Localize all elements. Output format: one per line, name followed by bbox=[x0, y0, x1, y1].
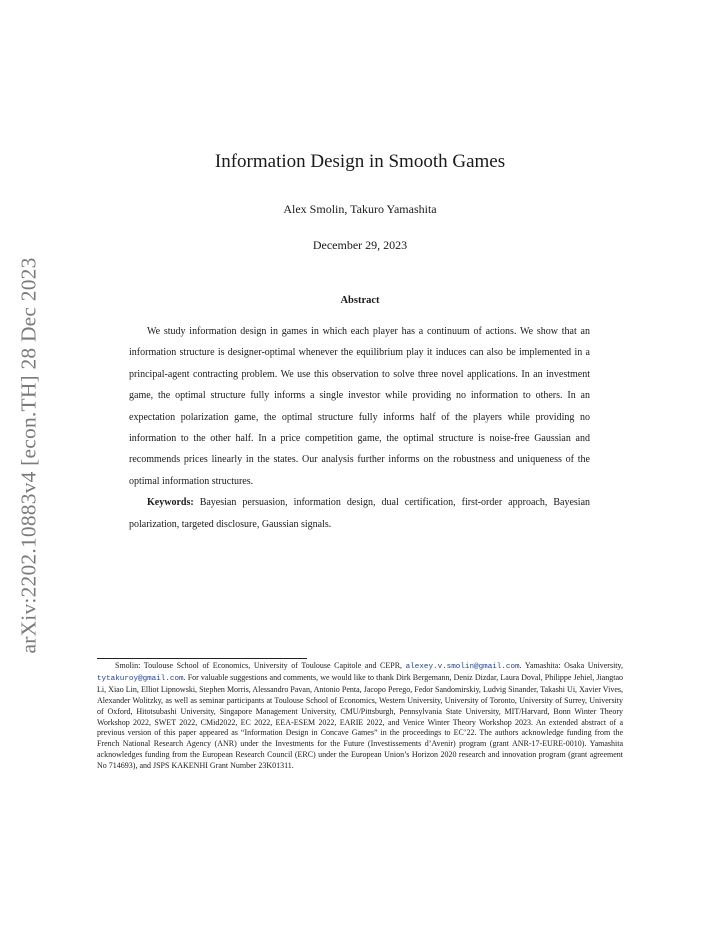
footnote-acknowledgements: . For valuable suggestions and comments, we would like to thank Dirk Bergemann, Deniz Dizdar, Laura Doval, Philippe Jehiel, Jiangtao Li, Xiao Lin, Elliot Lipnowski, Stephen Morris, Alessandro Pavan, Antonio Penta, Jacopo Perego, Fedor Sandomirskiy, Ludvig Sinander, Takashi Ui, Xavier Vives, Alexander Wolitzky, as well as seminar participants at Toulouse School of Economics, Western University, University of Toronto, University of Surrey, University of Oxford, Hitotsubashi University, Singapore Management University, CMU/Pittsburgh, Pennsylvania State University, MIT/Harvard, Bonn Winter Theory Workshop 2022, SWET 2022, CMid2022, EC 2022, EEA-ESEM 2022, EARIE 2022, and Venice Winter Theory Workshop 2023. An extended abstract of a previous version of this paper appeared as “Information Design in Concave Games” in the proceedings to EC’22. The authors acknowledge funding from the French National Research Agency (ANR) under the Investments for the Future (Investissements d’Avenir) program (grant ANR-17-EURE-0010). Yamashita acknowledges funding from the European Research Council (ERC) under the European Union’s Horizon 2020 research and innovation program (grant agreement No 714693), and JSPS KAKENHI Grant Number 23K01311. bbox=[97, 672, 623, 771]
abstract-text: We study information design in games in which each player has a continuum of actions. We show that an information structure is designer-optimal whenever the equilibrium play it induces can also be implemented in a principal-agent contracting problem. We use this observation to solve three novel applications. In an investment game, the optimal structure fully informs a single investor while providing no information to others. In an expectation polarization game, the optimal structure fully informs half of the players while providing no information to the other half. In a price competition game, the optimal structure is noise-free Gaussian and recommends prices linearly in the states. Our analysis further informs on the robustness and uniqueness of the optimal information structures. bbox=[129, 326, 590, 487]
abstract-section bbox=[129, 321, 590, 535]
arxiv-identifier: arXiv:2202.10883v4 [econ.TH] 28 Dec 2023 bbox=[16, 256, 41, 654]
keywords-text: Bayesian persuasion, information design, dual certification, first-order approach, Bayesian polarization, targeted disclosure, Gaussian signals. bbox=[129, 497, 591, 530]
email-link-yamashita[interactable]: tytakuroy@gmail.com bbox=[97, 674, 184, 683]
footnote-affiliation-yamashita: . Yamashita: Osaka University, bbox=[519, 661, 624, 670]
keywords-label: Keywords: bbox=[147, 497, 194, 509]
footnote-affiliation-smolin: Smolin: Toulouse School of Economics, University of Toulouse Capitole and CEPR, bbox=[115, 661, 403, 670]
abstract-heading: Abstract bbox=[340, 295, 380, 306]
arxiv-stamp bbox=[14, 235, 44, 675]
keywords-paragraph bbox=[129, 492, 590, 535]
email-link-smolin[interactable]: alexey.v.smolin@gmail.com bbox=[405, 663, 520, 671]
footnote bbox=[97, 661, 623, 772]
paper-title: Information Design in Smooth Games bbox=[214, 151, 506, 172]
paper-date: December 29, 2023 bbox=[312, 238, 408, 252]
paper-authors: Alex Smolin, Takuro Yamashita bbox=[283, 202, 437, 216]
footnote-rule bbox=[97, 658, 307, 659]
